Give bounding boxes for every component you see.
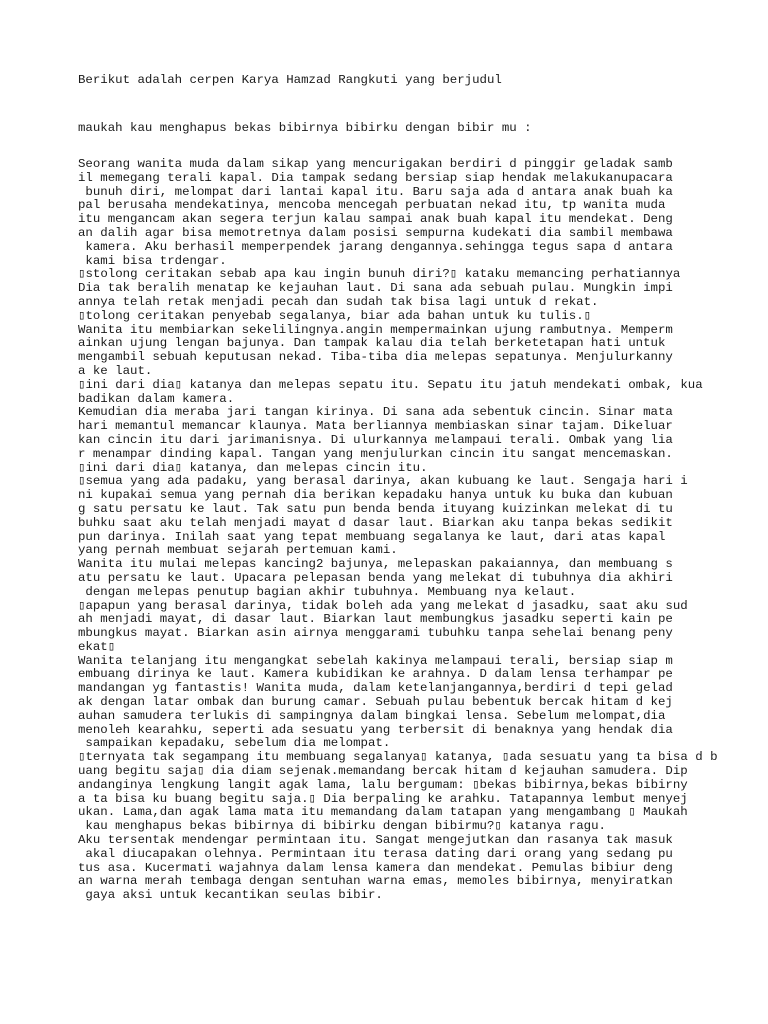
document-body	[78, 158, 768, 903]
paragraph-line: mengambil sebuah keputusan nekad. Tiba-tiba dia melepas sepatunya. Menjulurkanny	[78, 351, 673, 365]
paragraph-line: gaya aksi untuk kecantikan seulas bibir.	[78, 889, 383, 903]
paragraph-line: mandangan yg fantastis! Wanita muda, dalam ketelanjangannya,berdiri d tepi gelad	[78, 682, 673, 696]
paragraph-line: ukan. Lama,dan agak lama mata itu memandang dalam tatapan yang mengambang ▯ Maukah	[78, 806, 688, 820]
paragraph-line: ▯tolong ceritakan penyebab segalanya, biar ada bahan untuk ku tulis.▯	[78, 309, 592, 323]
paragraph-line: a ta bisa ku buang begitu saja.▯ Dia berpaling ke arahku. Tatapannya lembut menyej	[78, 792, 688, 806]
paragraph-line: kau menghapus bekas bibirnya di bibirku dengan bibirmu?▯ katanya ragu.	[78, 820, 606, 834]
paragraph-line: mbungkus mayat. Biarkan asin airnya menggarami tubuhku tanpa sehelai benang peny	[78, 627, 673, 641]
paragraph-line: kamera. Aku berhasil memperpendek jarang dengannya.sehingga tegus sapa d antara	[78, 240, 673, 254]
paragraph-line: ▯stolong ceritakan sebab apa kau ingin bunuh diri?▯ kataku memancing perhatiannya	[78, 268, 681, 282]
paragraph-line: andanginya lengkung langit agak lama, lalu bergumam: ▯bekas bibirnya,bekas bibirny	[78, 778, 688, 792]
paragraph-line: bunuh diri, melompat dari lantai kapal itu. Baru saja ada d antara anak buah ka	[78, 185, 673, 199]
paragraph-line: Dia tak beralih menatap ke kejauhan laut. Di sana ada sebuah pulau. Mungkin impi	[78, 282, 673, 296]
paragraph-line: sampaikan kepadaku, sebelum dia melompat.	[78, 737, 391, 751]
paragraph-line: ▯ini dari dia▯ katanya, dan melepas cincin itu.	[78, 461, 428, 475]
paragraph-line: r menampar dinding kapal. Tangan yang menjulurkan cincin itu sangat mencemaskan.	[78, 447, 673, 461]
paragraph-line: Seorang wanita muda dalam sikap yang mencurigakan berdiri d pinggir geladak samb	[78, 158, 673, 171]
paragraph-line: ainkan ujung lengan bajunya. Dan tampak kalau dia telah berketetapan hati untuk	[78, 337, 666, 351]
paragraph-line: pal berusaha mendekatinya, mencoba mencegah perbuatan nekad itu, tp wanita muda	[78, 199, 666, 213]
paragraph-line: kan cincin itu dari jarimanisnya. Di ulurkannya melampaui terali. Ombak yang lia	[78, 433, 673, 447]
paragraph-line: itu mengancam akan segera terjun kalau sampai anak buah kapal itu mendekat. Deng	[78, 213, 673, 227]
paragraph-line: akal diucapakan olehnya. Permintaan itu terasa dating dari orang yang sedang pu	[78, 847, 673, 861]
paragraph-line: menoleh kearahku, seperti ada sesuatu yang terbersit di benaknya yang hendak dia	[78, 723, 673, 737]
paragraph-line: Wanita itu membiarkan sekelilingnya.angin mempermainkan ujung rambutnya. Memperm	[78, 323, 673, 337]
paragraph-line: pun darinya. Inilah saat yang tepat membuang segalanya ke laut, dari atas kapal	[78, 530, 666, 544]
paragraph-line: uang begitu saja▯ dia diam sejenak.memandang bercak hitam d kejauhan samudera. Dip	[78, 765, 688, 779]
paragraph-line: kami bisa trdengar.	[78, 254, 227, 268]
document-subtitle: maukah kau menghapus bekas bibirnya bibirku dengan bibir mu :	[78, 121, 532, 135]
paragraph-line: an dalih agar bisa memotretnya dalam posisi sempurna kudekati dia sambil membawa	[78, 226, 673, 240]
paragraph-line: badikan dalam kamera.	[78, 392, 235, 406]
paragraph-line: an warna merah tembaga dengan sentuhan warna emas, memoles bibirnya, menyiratkan	[78, 875, 673, 889]
paragraph-line: Kemudian dia meraba jari tangan kirinya. Di sana ada sebentuk cincin. Sinar mata	[78, 406, 673, 420]
paragraph-line: ah menjadi mayat, di dasar laut. Biarkan laut membungkus jasadku seperti kain pe	[78, 613, 673, 627]
paragraph-line: ▯semua yang ada padaku, yang berasal darinya, akan kubuang ke laut. Sengaja hari i	[78, 475, 688, 489]
paragraph-line: yang pernah membuat sejarah pertemuan kami.	[78, 544, 398, 558]
paragraph-line: ▯ternyata tak segampang itu membuang segalanya▯ katanya, ▯ada sesuatu yang ta bisa d b	[78, 751, 718, 765]
paragraph-line: tus asa. Kucermati wajahnya dalam lensa kamera dan mendekat. Pemulas bibiur deng	[78, 861, 673, 875]
paragraph-line: ▯ini dari dia▯ katanya dan melepas sepatu itu. Sepatu itu jatuh mendekati ombak, kua	[78, 378, 703, 392]
paragraph-line: il memegang terali kapal. Dia tampak sedang bersiap siap hendak melakukanupacara	[78, 171, 673, 185]
paragraph-line: buhku saat aku telah menjadi mayat d dasar laut. Biarkan aku tanpa bekas sedikit	[78, 516, 673, 530]
paragraph-line: ak dengan latar ombak dan burung camar. Sebuah pulau bebentuk bercak hitam d kej	[78, 696, 673, 710]
paragraph-line: atu persatu ke laut. Upacara pelepasan benda yang melekat di tubuhnya dia akhiri	[78, 571, 673, 585]
paragraph-line: Aku tersentak mendengar permintaan itu. Sangat mengejutkan dan rasanya tak masuk	[78, 834, 673, 848]
document-title: Berikut adalah cerpen Karya Hamzad Rangkuti yang berjudul	[78, 73, 502, 87]
paragraph-line: a ke laut.	[78, 364, 153, 378]
paragraph-line: Wanita itu mulai melepas kancing2 bajunya, melepaskan pakaiannya, dan membuang s	[78, 558, 673, 572]
paragraph-line: dengan melepas penutup bagian akhir tubuhnya. Membuang nya kelaut.	[78, 585, 577, 599]
paragraph-line: ekat▯	[78, 640, 116, 654]
paragraph-line: g satu persatu ke laut. Tak satu pun benda benda ituyang kuizinkan melekat di tu	[78, 502, 673, 516]
paragraph-line: ▯apapun yang berasal darinya, tidak boleh ada yang melekat d jasadku, saat aku sud	[78, 599, 688, 613]
paragraph-line: hari memantul memancar klaunya. Mata berliannya membiaskan sinar tajam. Dikeluar	[78, 420, 673, 434]
paragraph-line: Wanita telanjang itu mengangkat sebelah kakinya melampaui terali, bersiap siap m	[78, 654, 673, 668]
paragraph-line: auhan samudera terlukis di sampingnya dalam bingkai lensa. Sebelum melompat,dia	[78, 709, 666, 723]
paragraph-line: ni kupakai semua yang pernah dia berikan kepadaku hanya untuk ku buka dan kubuan	[78, 489, 673, 503]
paragraph-line: embuang dirinya ke laut. Kamera kubidikan ke arahnya. D dalam lensa terhampar pe	[78, 668, 673, 682]
paragraph-line: annya telah retak menjadi pecah dan sudah tak bisa lagi untuk d rekat.	[78, 295, 599, 309]
